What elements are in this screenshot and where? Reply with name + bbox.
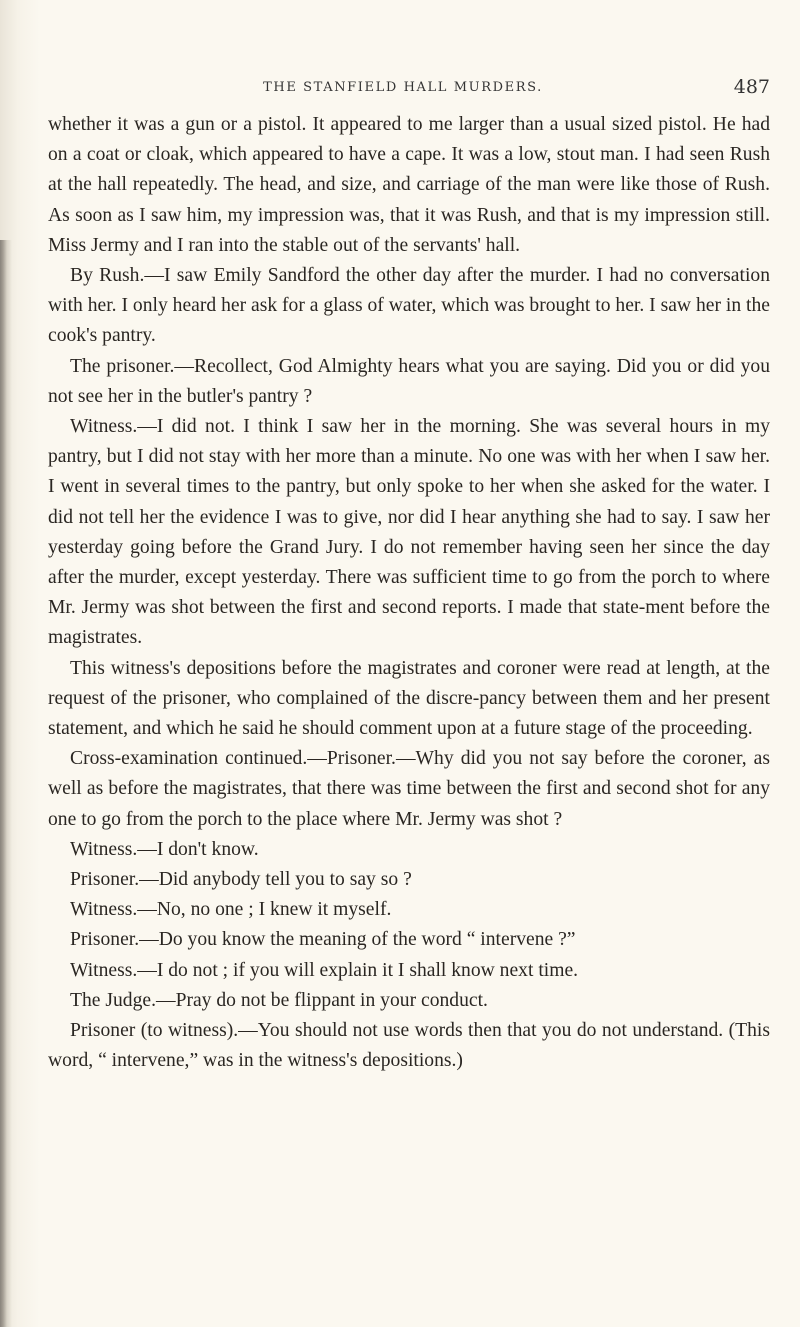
paragraph: Witness.—I don't know. (70, 838, 259, 860)
paragraph: This witness's depositions before the magistrates and coroner were read at length, at the request of the prisoner, who complained of the discre-pancy between them and her present statement, and which he said he should comment upon at a future stage of the proceeding. (48, 657, 770, 740)
paragraph: Cross-examination continued.—Prisoner.—Why did you not say before the coroner, as well as before the magistrates, that there was time between the first and second shot for any one to go from the porch to the place where Mr. Jermy was shot ? (48, 748, 770, 830)
paragraph: Witness.—I do not ; if you will explain it I shall know next time. (70, 959, 579, 981)
page-number: 487 (733, 76, 770, 98)
paragraph: Witness.—No, no one ; I knew it myself. (70, 899, 392, 921)
page-header (48, 76, 770, 102)
paragraph: Prisoner (to witness).—You should not use words then that you do not understand. (This word, “ intervene,” was in the witness's depositions.) (48, 1020, 770, 1072)
paragraph: By Rush.—I saw Emily Sandford the other day after the murder. I had no conversation with her. I only heard her ask for a glass of water, which was brought to her. I saw her in the cook's pantry. (48, 265, 770, 347)
running-head: THE STANFIELD HALL MURDERS. (263, 80, 543, 95)
paragraph: Prisoner.—Do you know the meaning of the word “ intervene ?” (70, 929, 576, 951)
paragraph: Prisoner.—Did anybody tell you to say so ? (70, 869, 412, 891)
paragraph: Witness.—I did not. I think I saw her in the morning. She was several hours in my pantry, but I did not stay with her more than a minute. No one was with her when I saw her. I went in several times to the pantry, but only spoke to her when she asked for the water. I did not tell her the evidence I was to give, nor did I hear anything she had to say. I saw her yesterday going before the Grand Jury. I do not remember having seen her since the day after the murder, except yesterday. There was sufficient time to go from the porch to where Mr. Jermy was shot between the first and second reports. I made that state-ment before the magistrates. (48, 416, 770, 649)
paragraph-continuation: whether it was a gun or a pistol. It appeared to me larger than a usual sized pistol. He had on a coat or cloak, which appeared to have a cape. It was a low, stout man. I had seen Rush at the hall repeatedly. The head, and size, and carriage of the man were like those of Rush. As soon as I saw him, my impression was, that it was Rush, and that is my impression still. Miss Jermy and I ran into the stable out of the servants' hall. (48, 114, 770, 256)
body-text (48, 110, 770, 1077)
binding-gutter-shadow (0, 240, 12, 1327)
paragraph: The prisoner.—Recollect, God Almighty hears what you are saying. Did you or did you not see her in the butler's pantry ? (48, 355, 770, 407)
paragraph: The Judge.—Pray do not be flippant in your conduct. (70, 989, 488, 1011)
